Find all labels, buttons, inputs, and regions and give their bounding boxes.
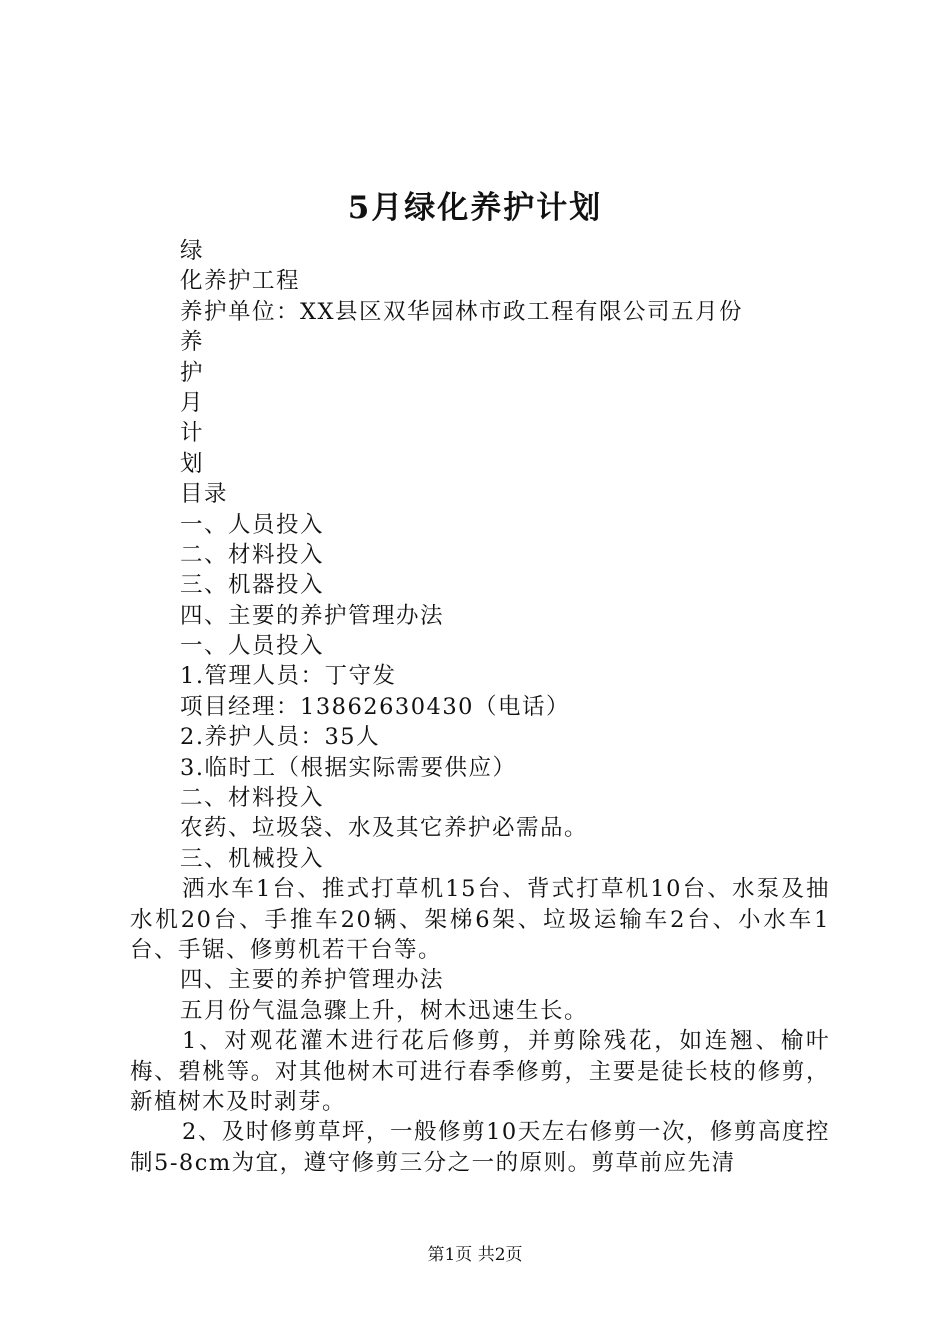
text-line: 1.管理人员：丁守发 xyxy=(180,663,397,690)
text-line: 养护单位：XX县区双华园林市政工程有限公司五月份 xyxy=(180,298,744,325)
text-line: 目录 xyxy=(180,481,229,508)
text-line: 三、机器投入 xyxy=(180,572,325,599)
document-body xyxy=(130,236,830,1178)
paragraph-1: 1、对观花灌木进行花后修剪，并剪除残花，如连翘、榆叶梅、碧桃等。对其他树木可进行春季修剪，主要是徒长枝的修剪，新植树木及时剥芽。 xyxy=(130,1028,830,1116)
text-line: 四、主要的养护管理办法 xyxy=(180,967,445,994)
text-line: 3.临时工（根据实际需要供应） xyxy=(180,754,517,781)
text-lines-group-a xyxy=(130,236,830,874)
text-line: 项目经理：13862630430（电话） xyxy=(180,693,570,720)
text-line: 2.养护人员：35人 xyxy=(180,724,381,751)
document-title: 5月绿化养护计划 xyxy=(347,190,603,226)
text-line: 养 xyxy=(180,329,205,356)
text-line: 计 xyxy=(180,420,205,447)
text-line: 月 xyxy=(180,389,205,416)
text-line: 一、人员投入 xyxy=(180,511,325,538)
text-line: 二、材料投入 xyxy=(180,785,325,812)
text-line: 一、人员投入 xyxy=(180,633,325,660)
page-footer: 第1页 共2页 xyxy=(427,1245,523,1265)
text-lines-group-b xyxy=(130,965,830,1026)
text-line: 农药、垃圾袋、水及其它养护必需品。 xyxy=(180,815,589,842)
text-line: 二、材料投入 xyxy=(180,541,325,568)
paragraph-2: 2、及时修剪草坪，一般修剪10天左右修剪一次，修剪高度控制5-8cm为宜，遵守修剪三分之一的原则。剪草前应先清 xyxy=(130,1119,830,1176)
text-line: 四、主要的养护管理办法 xyxy=(180,602,445,629)
text-line: 三、机械投入 xyxy=(180,845,325,872)
paragraph-machines: 洒水车1台、推式打草机15台、背式打草机10台、水泵及抽水机20台、手推车20辆、架梯6架、垃圾运输车2台、小水车1台、手锯、修剪机若干台等。 xyxy=(130,876,830,964)
text-line: 化养护工程 xyxy=(180,268,301,295)
text-line: 绿 xyxy=(180,238,205,264)
text-line: 五月份气温急骤上升，树木迅速生长。 xyxy=(180,997,589,1024)
text-line: 护 xyxy=(180,359,205,386)
text-line: 划 xyxy=(180,450,205,477)
